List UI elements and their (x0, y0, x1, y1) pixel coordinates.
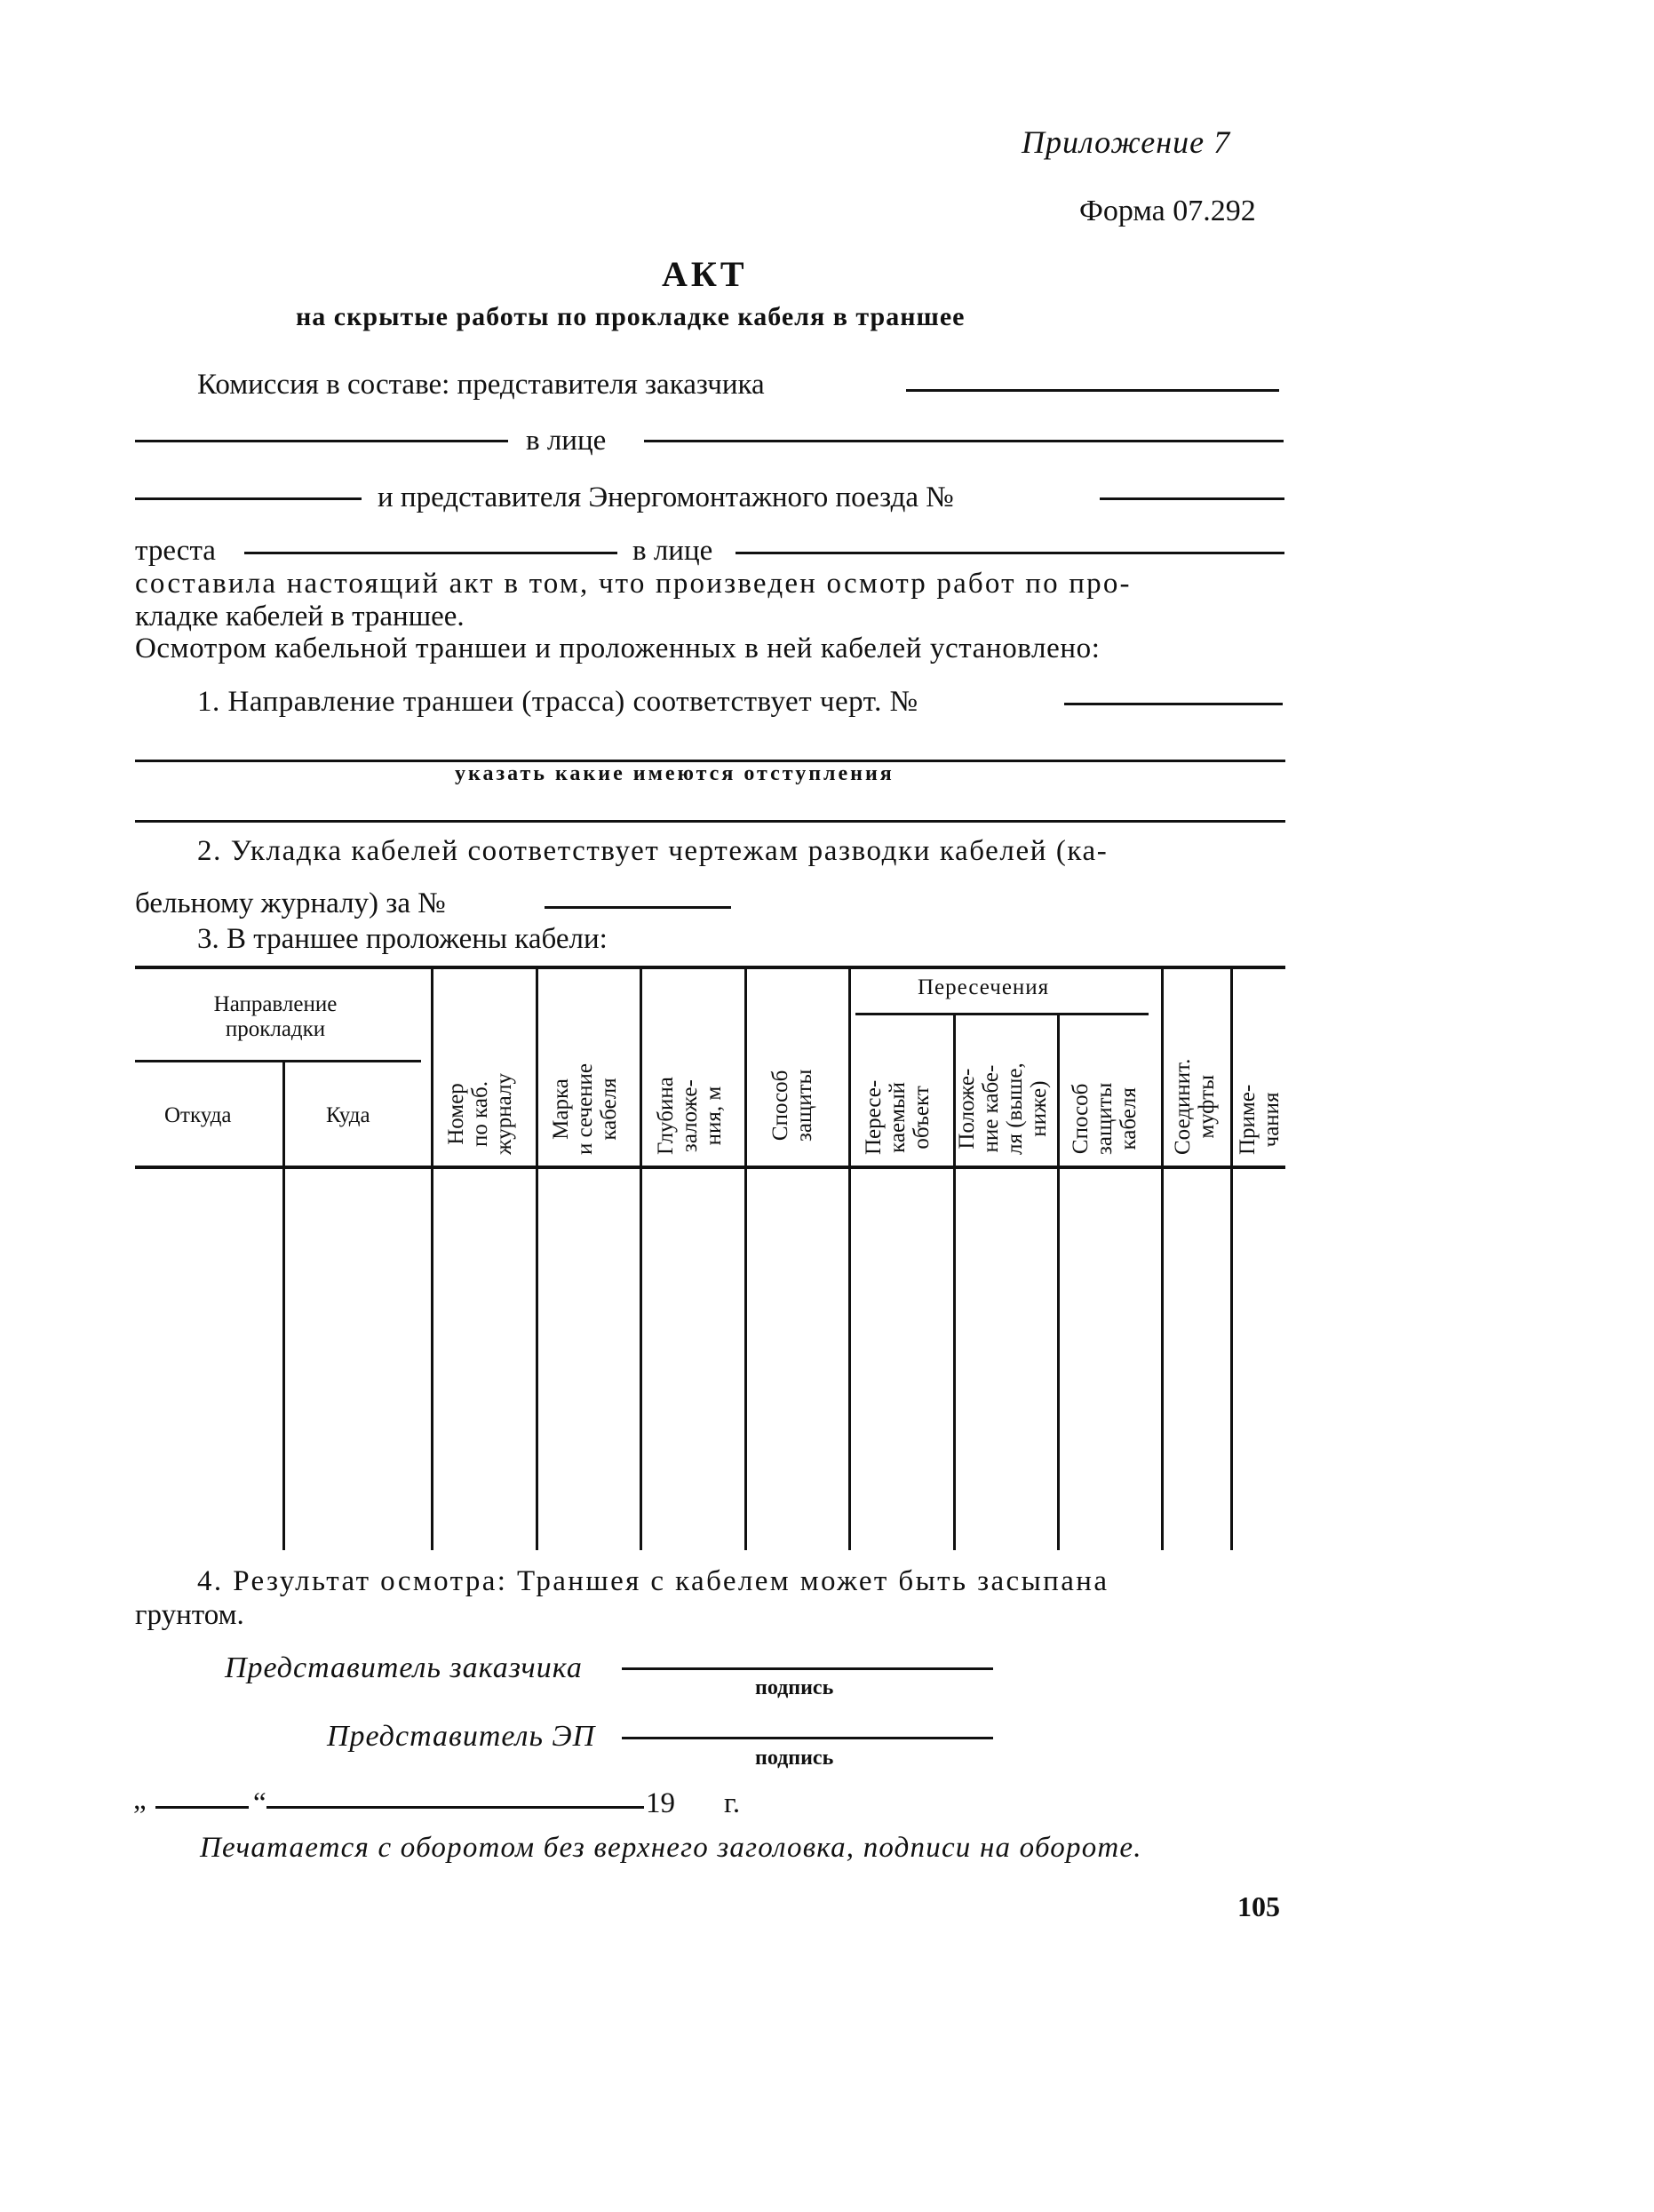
item-3: 3. В траншее проложены кабели: (197, 923, 608, 955)
signature-ep-line (622, 1737, 993, 1739)
col-line-5 (848, 967, 851, 1550)
date-day-line (155, 1806, 249, 1809)
result-line-1: 4. Результат осмотра: Траншея с кабелем может быть засыпана (197, 1565, 1109, 1597)
date-year-suffix: г. (724, 1787, 741, 1819)
document-subtitle: на скрытые работы по прокладке кабеля в траншее (296, 302, 966, 331)
table-top-border (135, 966, 1285, 969)
table-header-bottom-border (135, 1166, 1285, 1169)
fill-line-journal (545, 906, 731, 909)
fill-line-2b (644, 440, 1284, 442)
signature-ep-caption: подпись (755, 1747, 834, 1770)
fill-line-drawing-no (1064, 703, 1283, 705)
date-year-prefix: 19 (646, 1787, 675, 1819)
header-cable-protection: Способ защиты кабеля (1069, 1082, 1141, 1155)
header-depth: Глубина заложе- ния, м (654, 1077, 726, 1155)
header-crossings: Пересечения (918, 975, 1050, 999)
fill-line-2a (135, 440, 508, 442)
col-line-8 (1161, 967, 1164, 1550)
date-quote-close: “ (253, 1787, 266, 1819)
col-line-2 (536, 967, 538, 1550)
col-line-from-to (282, 1060, 285, 1550)
fill-line-4a (244, 552, 617, 554)
signature-customer-label: Представитель заказчика (225, 1651, 583, 1684)
intro-line-4b: в лице (632, 535, 713, 567)
header-cable-number: Номер по каб. журналу (444, 1073, 516, 1155)
deviation-line-2 (135, 820, 1285, 823)
header-direction: Направление прокладки (213, 992, 338, 1041)
document-title: АКТ (662, 254, 748, 294)
date-quote-open: „ (133, 1784, 147, 1816)
intro-line-6: кладке кабелей в траншее. (135, 601, 465, 633)
col-line-3 (640, 967, 642, 1550)
crossings-divider (855, 1013, 1149, 1015)
intro-line-4a: треста (135, 535, 216, 567)
intro-line-7: Осмотром кабельной траншеи и проложенных в ней кабелей установлено: (135, 633, 1101, 664)
intro-line-5: составила настоящий акт в том, что произведен осмотр работ по про- (135, 568, 1132, 600)
item-1: 1. Направление траншеи (трасса) соответствует черт. № (197, 686, 918, 718)
signature-customer-caption: подпись (755, 1676, 834, 1699)
header-to: Куда (326, 1103, 370, 1127)
fill-line-customer (906, 389, 1279, 392)
deviation-note: указать какие имеются отступления (455, 762, 895, 785)
footer-note: Печатается с оборотом без верхнего заголовка, подписи на обороте. (200, 1832, 1142, 1864)
col-line-7 (1057, 1015, 1060, 1550)
intro-line-1: Комиссия в составе: представителя заказчика (197, 369, 765, 401)
item-2-line-1: 2. Укладка кабелей соответствует чертежам разводки кабелей (ка- (197, 835, 1109, 867)
fill-line-4b (736, 552, 1284, 554)
date-month-line (266, 1806, 644, 1809)
form-number: Форма 07.292 (1079, 195, 1256, 227)
col-line-9 (1230, 967, 1233, 1550)
header-couplings: Соединит. муфты (1171, 1058, 1219, 1155)
header-position: Положе- ние кабе- ля (выше, ниже) (955, 1062, 1051, 1155)
header-crossed-object: Пересе- каемый объект (862, 1079, 934, 1155)
header-brand-section: Марка и сечение кабеля (549, 1062, 621, 1155)
direction-divider (135, 1060, 421, 1062)
appendix-label: Приложение 7 (1022, 124, 1231, 160)
header-from: Откуда (164, 1103, 232, 1127)
fill-line-3b (1100, 497, 1284, 500)
result-line-2: грунтом. (135, 1599, 244, 1631)
header-protection: Способ защиты (768, 1069, 816, 1142)
col-line-4 (744, 967, 747, 1550)
header-notes: Приме- чания (1236, 1084, 1284, 1155)
intro-line-3: и представителя Энергомонтажного поезда № (378, 481, 954, 513)
signature-ep-label: Представитель ЭП (327, 1720, 596, 1753)
item-2-line-2: бельному журналу) за № (135, 887, 446, 919)
signature-customer-line (622, 1667, 993, 1670)
intro-line-2: в лице (526, 425, 607, 457)
col-line-1 (431, 967, 433, 1550)
fill-line-3a (135, 497, 362, 500)
page-number: 105 (1237, 1890, 1280, 1922)
